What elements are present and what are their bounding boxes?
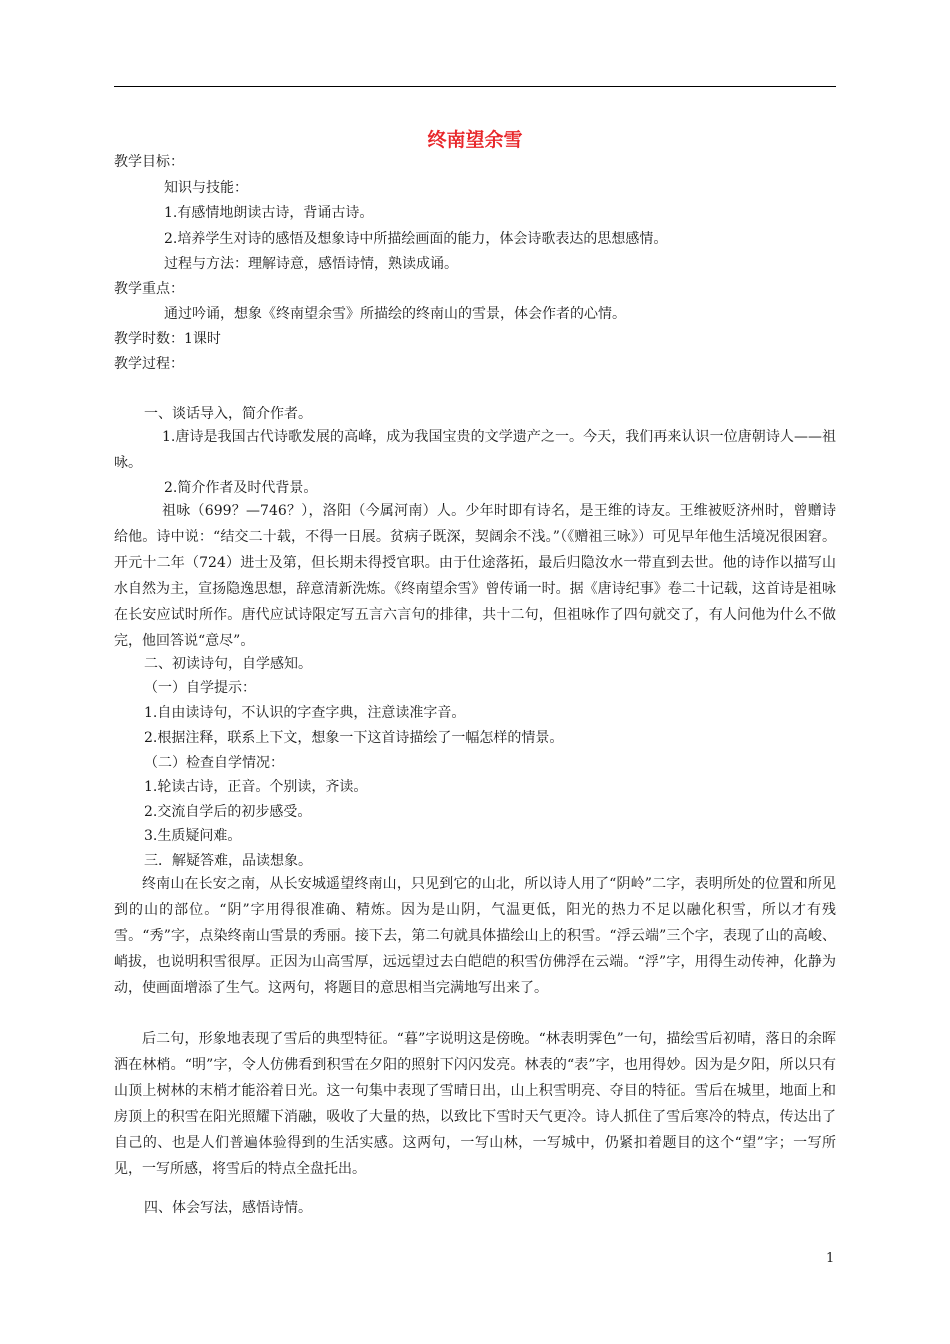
objective-item-1: 1.有感情地朗读古诗，背诵古诗。: [164, 205, 374, 221]
section-3-heading: 三．解疑答难，品读想象。: [144, 853, 312, 869]
key-points-heading: 教学重点：: [114, 281, 184, 297]
section-3-paragraph-2: 后二句，形象地表现了雪后的典型特征。“暮”字说明这是傍晚。“林表明霁色”一句，描绘雪后初晴，落日的余晖洒在林梢。“明”字，令人仿佛看到积雪在夕阳的照射下闪闪发亮。林表的“表”字，也用得妙。因为是夕阳，所以只有山顶上树林的末梢才能浴着日光。这一句集中表现了雪晴日出，山上积雪明亮、夺目的特征。雪后在城里，地面上和房顶上的积雪在阳光照耀下消融，吸收了大量的热，以致比下雪时天气更冷。诗人抓住了雪后寒冷的特点，传达出了自己的、也是人们普遍体验得到的生活实感。这两句，一写山林，一写城中，仍紧扣着题目的这个“望”字；一写所见，一写所感，将雪后的特点全盘托出。: [114, 1031, 836, 1177]
section-2-sub-2: （二）检查自学情况：: [144, 755, 284, 771]
section-2-item-2: 2.根据注释，联系上下文，想象一下这首诗描绘了一幅怎样的情景。: [144, 730, 564, 746]
section-1-paragraph-1: 1.唐诗是我国古代诗歌发展的高峰，成为我国宝贵的文学遗产之一。今天，我们再来认识一位唐朝诗人——祖咏。: [114, 429, 836, 471]
section-2-item-4: 2.交流自学后的初步感受。: [144, 804, 312, 820]
process-heading: 教学过程：: [114, 356, 184, 372]
section-4-heading: 四、体会写法，感悟诗情。: [144, 1200, 312, 1216]
section-3-paragraph-1: 终南山在长安之南，从长安城遥望终南山，只见到它的山北，所以诗人用了“阴岭”二字，表明所处的位置和所见到的山的部位。“阴”字用得很准确、精炼。因为是山阴，气温更低，阳光的热力不足以融化积雪，所以才有残雪。“秀”字，点染终南山雪景的秀丽。接下去，第二句就具体描绘山上的积雪。“浮云端”三个字，表现了山的高峻、峭拔，也说明积雪很厚。正因为山高雪厚，远远望过去白皑皑的积雪仿佛浮在云端。“浮”字，用得生动传神，化静为动，使画面增添了生气。这两句，将题目的意思相当完满地写出来了。: [114, 876, 836, 996]
header-rule: [114, 86, 836, 87]
section-2-item-3: 1.轮读古诗，正音。个别读，齐读。: [144, 779, 368, 795]
section-2-sub-1: （一）自学提示：: [144, 680, 256, 696]
section-1-heading: 一、谈话导入，简介作者。: [144, 406, 312, 422]
section-2-heading: 二、初读诗句，自学感知。: [144, 656, 312, 672]
process-method: 过程与方法：理解诗意，感悟诗情，熟读成诵。: [164, 256, 458, 272]
objectives-heading: 教学目标：: [114, 154, 184, 170]
key-points-text: 通过吟诵，想象《终南望余雪》所描绘的终南山的雪景，体会作者的心情。: [164, 306, 626, 322]
teaching-hours: 教学时数：1课时: [114, 331, 221, 347]
knowledge-heading: 知识与技能：: [164, 180, 248, 196]
section-1-paragraph-2: 2.简介作者及时代背景。: [164, 480, 318, 496]
document-title: 终南望余雪: [427, 129, 523, 151]
section-2-item-5: 3.生质疑问难。: [144, 828, 242, 844]
objective-item-2: 2.培养学生对诗的感悟及想象诗中所描绘画面的能力，体会诗歌表达的思想感情。: [164, 231, 668, 247]
page-number: 1: [826, 1251, 835, 1266]
section-2-item-1: 1.自由读诗句，不认识的字查字典，注意读准字音。: [144, 705, 466, 721]
section-1-author-bio: 祖咏（699？—746？），洛阳（今属河南）人。少年时即有诗名，是王维的诗友。王维被贬济州时，曾赠诗给他。诗中说：“结交二十载，不得一日展。贫病子既深，契阔余不浅。”（《赠祖三咏》）可见早年他生活境况很困窘。开元十二年（724）进士及第，但长期未得授官职。由于仕途落拓，最后归隐汝水一带直到去世。他的诗作以描写山水自然为主，宣扬隐逸思想，辞意清新洗炼。《终南望余雪》曾传诵一时。据《唐诗纪事》卷二十记载，这首诗是祖咏在长安应试时所作。唐代应试诗限定写五言六言句的排律，共十二句，但祖咏作了四句就交了，有人问他为什么不做完，他回答说“意尽”。: [114, 503, 836, 649]
